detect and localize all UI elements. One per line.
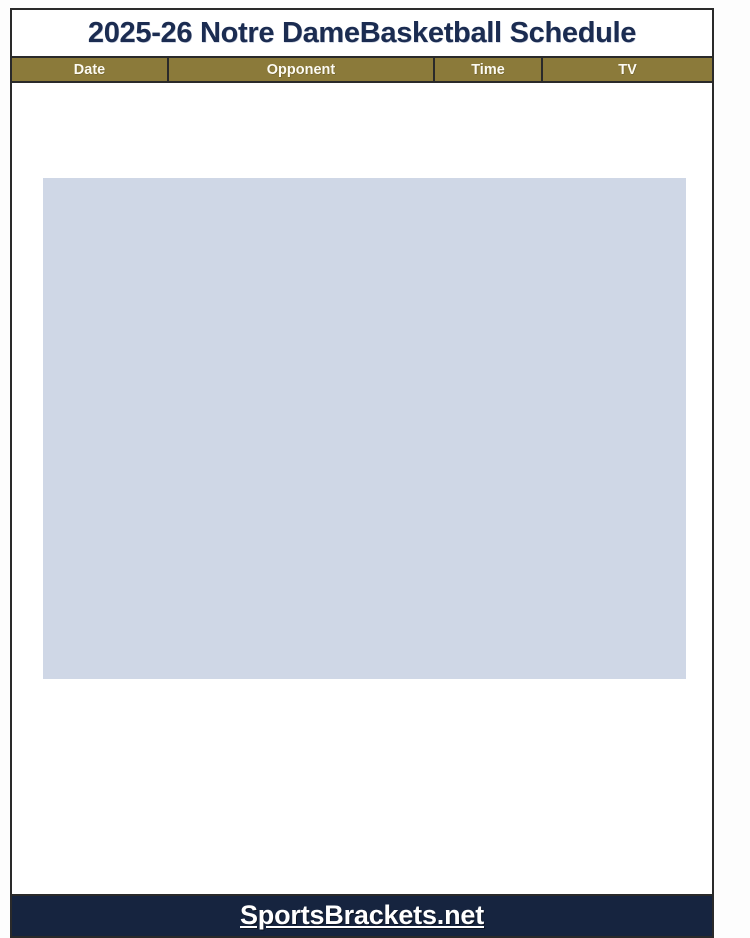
column-header-date[interactable]: Date bbox=[12, 58, 169, 81]
rows-background bbox=[12, 83, 712, 894]
schedule-title-bar bbox=[12, 10, 712, 58]
schedule-sheet bbox=[10, 8, 714, 938]
schedule-table-body bbox=[12, 83, 712, 894]
table-header-row bbox=[12, 58, 712, 83]
column-header-opponent[interactable]: Opponent bbox=[169, 58, 435, 81]
column-header-tv[interactable]: TV bbox=[618, 61, 637, 78]
site-link[interactable]: SportsBrackets.net bbox=[240, 900, 484, 931]
footer-bar bbox=[12, 894, 712, 936]
column-header-time[interactable]: Time bbox=[435, 58, 543, 81]
page-title: 2025-26 Notre DameBasketball Schedule bbox=[87, 16, 637, 49]
